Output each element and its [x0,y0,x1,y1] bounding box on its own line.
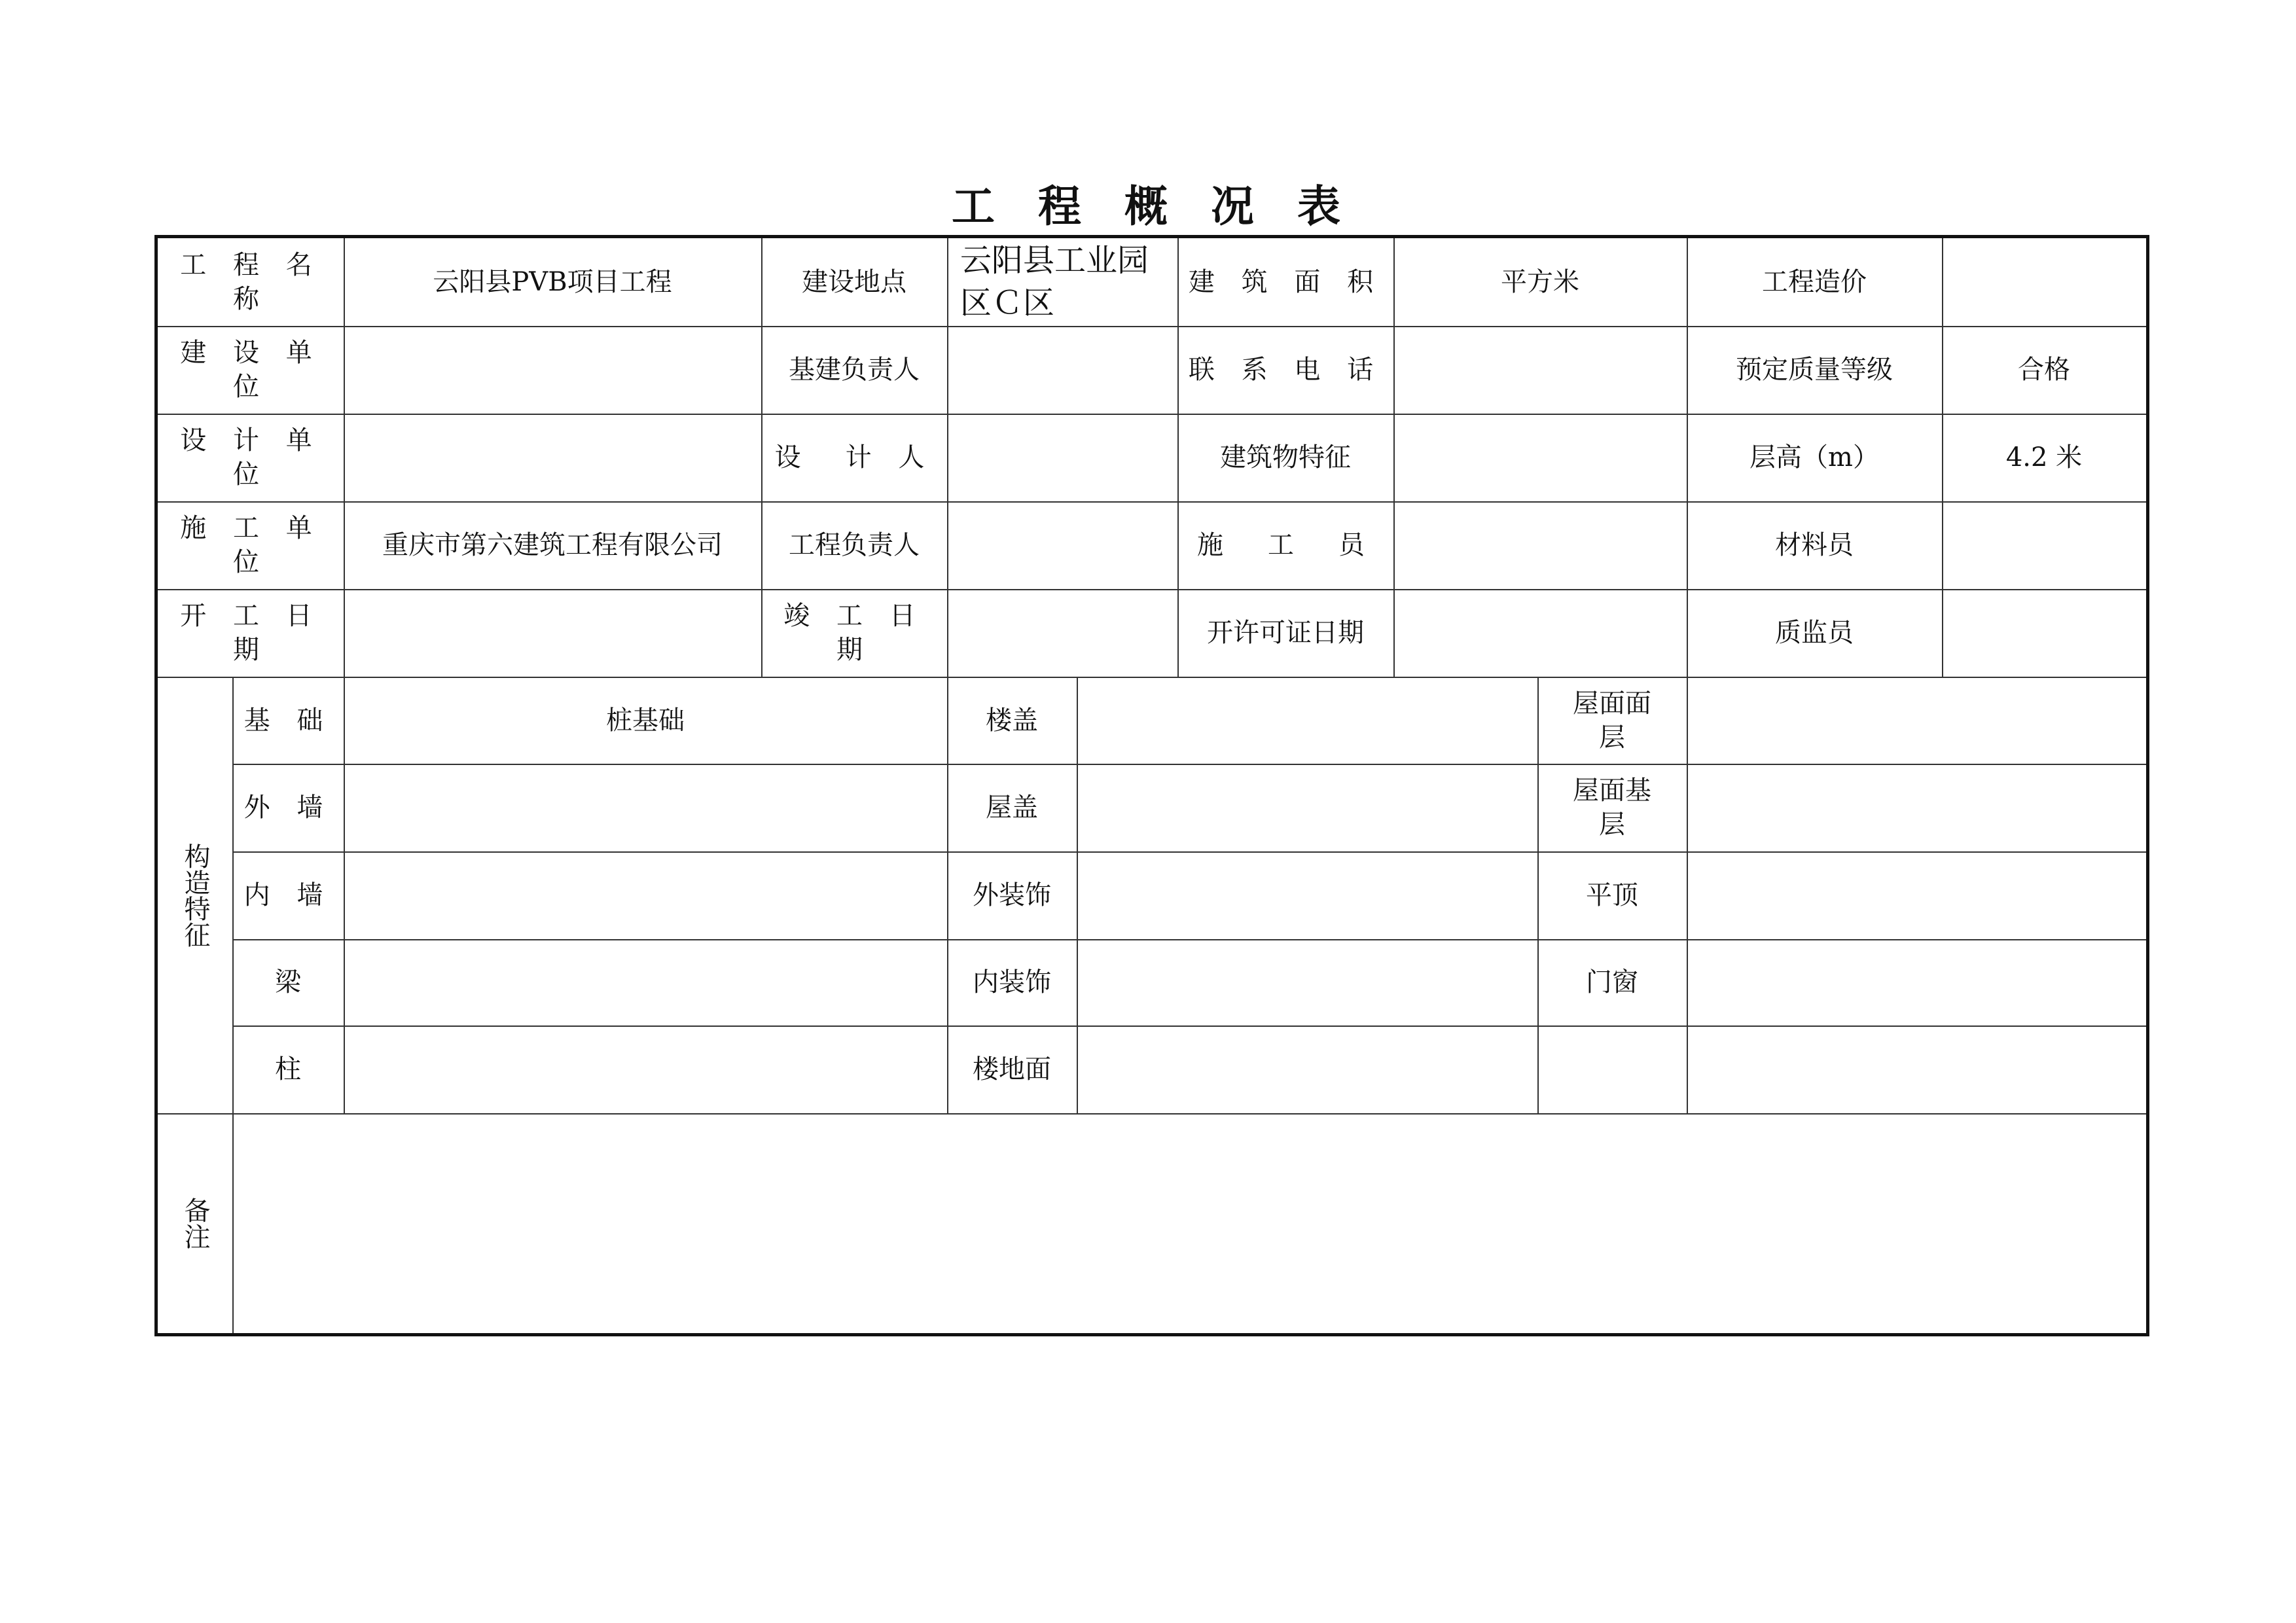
column-label: 柱 [275,1054,301,1084]
title-char: 程 [1038,181,1085,232]
designer-label: 设 计 人 [774,442,934,473]
title-char: 表 [1297,181,1344,232]
title-char: 况 [1211,181,1258,232]
structure-section-label [158,677,232,1113]
beam-field[interactable] [344,939,947,1026]
project-overview-table [154,235,2149,1336]
project-cost-label: 工程造价 [1762,267,1867,297]
exterior-wall-label: 外 墙 [243,793,332,823]
beam-label: 梁 [275,967,301,997]
doors-windows-label: 门窗 [1586,967,1638,997]
project-name-label: 工 程 名 称 [180,250,321,314]
building-area-label: 建 筑 面 积 [1188,267,1383,297]
title-char: 概 [1124,181,1172,232]
interior-wall-label: 内 墙 [243,880,332,910]
exterior-finish-label: 外装饰 [973,880,1051,910]
designer-field[interactable] [947,414,1177,501]
extra-label [1537,1026,1687,1113]
page-title [0,171,2296,230]
title-char: 工 [952,181,999,232]
exterior-wall-field[interactable] [344,764,947,851]
foundation-field[interactable]: 桩基础 [606,705,685,736]
floor-slab-field[interactable] [1077,677,1537,764]
design-unit-field[interactable] [344,414,761,501]
building-feature-field[interactable] [1393,414,1687,501]
structure-section-text: 构造特征 [180,842,210,948]
interior-finish-label: 内装饰 [973,967,1051,997]
project-name-field[interactable]: 云阳县PVB项目工程 [433,267,672,297]
quality-inspector-label: 质监员 [1775,618,1854,648]
site-field[interactable]: 云阳县工业园区Ｃ区 [960,242,1149,321]
building-feature-label: 建筑物特征 [1220,442,1351,473]
remarks-label: 备注 [180,1197,210,1249]
roof-deck-field[interactable] [1077,764,1537,851]
remarks-field[interactable] [232,1113,2146,1333]
exterior-finish-field[interactable] [1077,851,1537,939]
phone-label: 联 系 电 话 [1188,355,1383,385]
floor-height-field[interactable]: 4.2 米 [2005,442,2083,473]
site-builder-field[interactable] [1393,501,1687,589]
floor-finish-field[interactable] [1077,1026,1537,1113]
material-clerk-field[interactable] [1942,501,2146,589]
owner-field[interactable] [344,326,761,414]
contractor-field[interactable]: 重庆市第六建筑工程有限公司 [382,530,723,560]
owner-lead-label: 基建负责人 [789,355,920,385]
foundation-label: 基 础 [243,705,332,736]
building-area-field[interactable]: 平方米 [1501,267,1579,297]
site-builder-label: 施 工 员 [1197,530,1374,560]
project-manager-label: 工程负责人 [789,530,920,560]
extra-field[interactable] [1687,1026,2146,1113]
project-manager-field[interactable] [947,501,1177,589]
project-cost-field[interactable] [1942,238,2146,326]
quality-grade-label: 预定质量等级 [1736,355,1893,385]
remarks-label-cell [158,1113,232,1333]
ceiling-label: 平顶 [1586,880,1638,910]
finish-date-field[interactable] [947,589,1177,677]
doors-windows-field[interactable] [1687,939,2146,1026]
phone-field[interactable] [1393,326,1687,414]
roof-surface-field[interactable] [1687,677,2146,764]
column-field[interactable] [344,1026,947,1113]
start-date-label: 开 工 日 期 [180,601,321,665]
design-unit-label: 设 计 单 位 [180,425,321,490]
material-clerk-label: 材料员 [1775,530,1854,560]
site-label: 建设地点 [802,267,906,297]
interior-finish-field[interactable] [1077,939,1537,1026]
permit-date-label: 开许可证日期 [1207,618,1364,648]
interior-wall-field[interactable] [344,851,947,939]
quality-inspector-field[interactable] [1942,589,2146,677]
quality-grade-field[interactable]: 合格 [2018,355,2070,385]
permit-date-field[interactable] [1393,589,1687,677]
contractor-label: 施 工 单 位 [180,513,321,577]
start-date-field[interactable] [344,589,761,677]
floor-slab-label: 楼盖 [986,705,1038,736]
roof-deck-label: 屋盖 [986,793,1038,823]
ceiling-field[interactable] [1687,851,2146,939]
owner-lead-field[interactable] [947,326,1177,414]
floor-height-label: 层高（m） [1749,442,1879,473]
roof-base-field[interactable] [1687,764,2146,851]
owner-label: 建 设 单 位 [180,338,321,402]
roof-surface-label: 屋面面层 [1573,688,1651,753]
roof-base-label: 屋面基层 [1573,776,1651,840]
finish-date-label: 竣 工 日 期 [783,601,925,665]
floor-finish-label: 楼地面 [973,1054,1051,1084]
